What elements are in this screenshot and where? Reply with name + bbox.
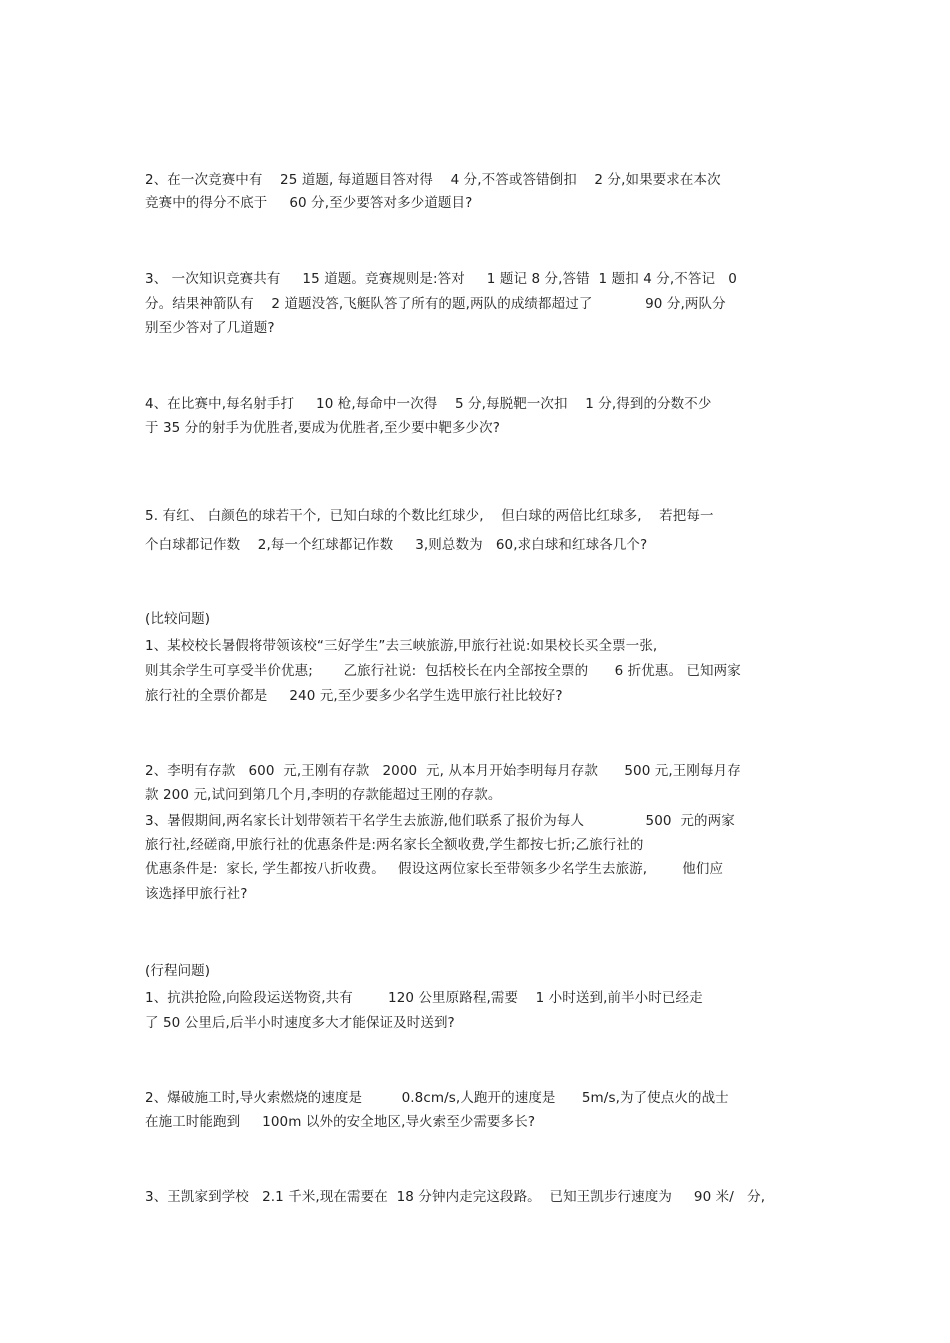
text-line: 优惠条件是: 家长, 学生都按八折收费。 假设这两位家长至带领多少名学生去旅游, 他们应 (145, 861, 724, 877)
text-line: 旅行社,经磋商,甲旅行社的优惠条件是:两名家长全额收费,学生都按七折;乙旅行社的 (145, 837, 644, 853)
section-heading: (比较问题) (145, 611, 211, 627)
text-line: 1、抗洪抢险,向险段运送物资,共有 120 公里原路程,需要 1 小时送到,前半小时已经走 (145, 990, 703, 1006)
text-line: 旅行社的全票价都是 240 元,至少要多少名学生选甲旅行社比较好? (145, 688, 563, 704)
text-line: 在施工时能跑到 100m 以外的安全地区,导火索至少需要多长? (145, 1114, 536, 1130)
text-line: 别至少答对了几道题? (145, 320, 275, 336)
text-line: 于 35 分的射手为优胜者,要成为优胜者,至少要中靶多少次? (145, 420, 501, 436)
text-line: 3、暑假期间,两名家长计划带领若干名学生去旅游,他们联系了报价为每人 500 元的两家 (145, 813, 735, 829)
text-line: 4、在比赛中,每名射手打 10 枪,每命中一次得 5 分,每脱靶一次扣 1 分,得到的分数不少 (145, 396, 712, 412)
text-line: 则其余学生可享受半价优惠; 乙旅行社说: 包括校长在内全部按全票的 6 折优惠。 已知两家 (145, 663, 741, 679)
text-line: 了 50 公里后,后半小时速度多大才能保证及时送到? (145, 1015, 455, 1031)
text-line: 2、在一次竞赛中有 25 道题, 每道题目答对得 4 分,不答或答错倒扣 2 分,如果要求在本次 (145, 172, 721, 188)
text-line: 1、某校校长暑假将带领该校“三好学生”去三峡旅游,甲旅行社说:如果校长买全票一张, (145, 638, 658, 654)
text-line: 2、爆破施工时,导火索燃烧的速度是 0.8cm/s,人跑开的速度是 5m/s,为了使点火的战士 (145, 1090, 729, 1106)
text-line: 款 200 元,试问到第几个月,李明的存款能超过王刚的存款。 (145, 787, 502, 803)
text-line: 个白球都记作数 2,每一个红球都记作数 3,则总数为 60,求白球和红球各几个? (145, 537, 648, 553)
section-heading: (行程问题) (145, 963, 211, 979)
text-line: 分。结果神箭队有 2 道题没答,飞艇队答了所有的题,两队的成绩都超过了 90 分,两队分 (145, 296, 726, 312)
text-line: 5. 有红、 白颜色的球若干个, 已知白球的个数比红球少, 但白球的两倍比红球多, 若把每一 (145, 508, 714, 524)
text-line: 2、李明有存款 600 元,王刚有存款 2000 元, 从本月开始李明每月存款 500 元,王刚每月存 (145, 763, 741, 779)
text-line: 3、 一次知识竞赛共有 15 道题。竞赛规则是:答对 1 题记 8 分,答错 1 题扣 4 分,不答记 0 (145, 271, 737, 287)
text-line: 该选择甲旅行社? (145, 886, 248, 902)
text-line: 竞赛中的得分不底于 60 分,至少要答对多少道题目? (145, 195, 473, 211)
text-line: 3、王凯家到学校 2.1 千米,现在需要在 18 分钟内走完这段路。 已知王凯步行速度为 90 米/ 分, (145, 1189, 766, 1205)
